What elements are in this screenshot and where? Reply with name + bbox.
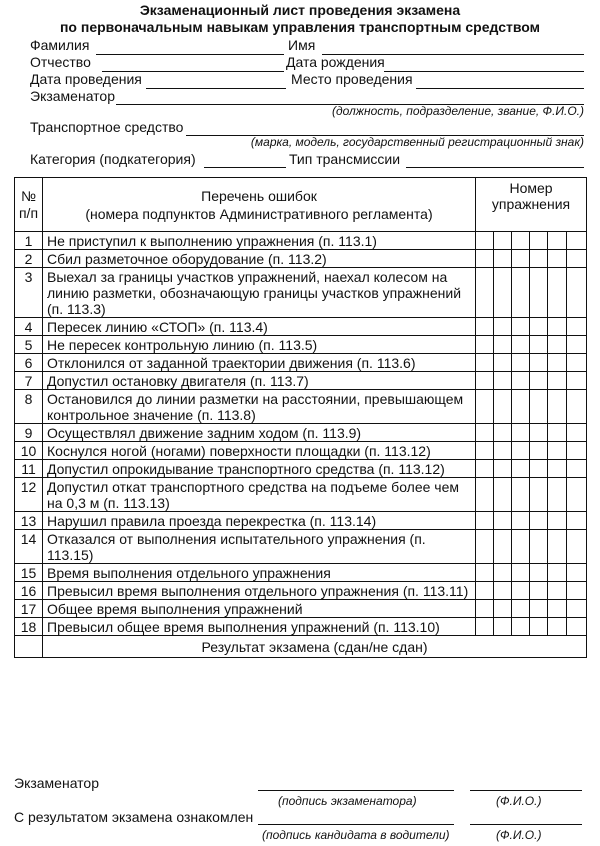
exam-place-field[interactable] (416, 88, 584, 89)
exercise-mark-cell[interactable] (476, 232, 494, 250)
row-error-text: Нарушил правила проезда перекрестка (п. 113.14) (43, 512, 476, 530)
exercise-mark-cell[interactable] (494, 582, 512, 600)
exercise-mark-cell[interactable] (512, 250, 530, 268)
row-number: 3 (15, 268, 43, 318)
footer-examiner-label: Экзаменатор (14, 775, 99, 791)
exercise-mark-cell[interactable] (512, 232, 530, 250)
exercise-mark-cell[interactable] (567, 530, 587, 564)
exercise-mark-cell[interactable] (494, 268, 512, 318)
examiner-signature-note: (подпись экзаменатора) (278, 794, 417, 808)
row-number: 6 (15, 354, 43, 372)
exercise-mark-cell[interactable] (548, 318, 567, 336)
row-error-text: Не приступил к выполнению упражнения (п. 113.1) (43, 232, 476, 250)
exam-place-label: Место проведения (291, 71, 413, 87)
exercise-mark-cell[interactable] (548, 372, 567, 390)
table-row (15, 250, 587, 268)
exercise-mark-cell[interactable] (494, 336, 512, 354)
row-error-text: Отклонился от заданной траектории движения (п. 113.6) (43, 354, 476, 372)
exam-date-field[interactable] (146, 88, 286, 89)
table-row (15, 582, 587, 600)
exercise-mark-cell[interactable] (567, 268, 587, 318)
examiner-fio-note: (Ф.И.О.) (496, 794, 542, 808)
exercise-mark-cell[interactable] (512, 618, 530, 636)
row-number: 14 (15, 530, 43, 564)
exercise-mark-cell[interactable] (548, 442, 567, 460)
examiner-fio-field[interactable] (470, 790, 582, 791)
exercise-mark-cell[interactable] (512, 390, 530, 424)
row-error-text: Допустил остановку двигателя (п. 113.7) (43, 372, 476, 390)
col-num-header: № п/п (15, 178, 43, 232)
exercise-mark-cell[interactable] (494, 618, 512, 636)
exercise-mark-cell[interactable] (476, 424, 494, 442)
exercise-mark-cell[interactable] (567, 442, 587, 460)
row-error-text: Общее время выполнения упражнений (43, 600, 476, 618)
exercise-mark-cell[interactable] (548, 390, 567, 424)
table-row (15, 460, 587, 478)
exercise-mark-cell[interactable] (530, 442, 548, 460)
exercise-mark-cell[interactable] (494, 354, 512, 372)
exercise-mark-cell[interactable] (548, 336, 567, 354)
exercise-mark-cell[interactable] (476, 530, 494, 564)
birth-date-field[interactable] (384, 71, 584, 72)
exercise-mark-cell[interactable] (494, 250, 512, 268)
exercise-mark-cell[interactable] (476, 618, 494, 636)
exercise-mark-cell[interactable] (567, 582, 587, 600)
exercise-mark-cell[interactable] (530, 618, 548, 636)
row-error-text: Выехал за границы участков упражнений, наехал колесом на линию разметки, обозначающую границы участков упражнений (п. 113.3) (43, 268, 476, 318)
exercise-mark-cell[interactable] (530, 582, 548, 600)
row-number: 18 (15, 618, 43, 636)
exercise-mark-cell[interactable] (530, 354, 548, 372)
exercise-mark-cell[interactable] (530, 268, 548, 318)
exam-result-row: Результат экзамена (сдан/не сдан) (43, 636, 587, 658)
row-number: 11 (15, 460, 43, 478)
exercise-mark-cell[interactable] (567, 424, 587, 442)
exercise-mark-cell[interactable] (476, 372, 494, 390)
exercise-mark-cell[interactable] (512, 478, 530, 512)
exercise-mark-cell[interactable] (476, 442, 494, 460)
form-title-line1: Экзаменационный лист проведения экзамена (139, 2, 461, 18)
table-row (15, 442, 587, 460)
exercise-mark-cell[interactable] (494, 530, 512, 564)
row-number: 15 (15, 564, 43, 582)
exercise-mark-cell[interactable] (567, 460, 587, 478)
exercise-mark-cell[interactable] (548, 564, 567, 582)
exercise-mark-cell[interactable] (512, 564, 530, 582)
table-row (15, 618, 587, 636)
exercise-mark-cell[interactable] (548, 600, 567, 618)
exercise-mark-cell[interactable] (530, 336, 548, 354)
exercise-mark-cell[interactable] (567, 600, 587, 618)
transmission-field[interactable] (406, 167, 584, 168)
table-row (15, 268, 587, 318)
exercise-mark-cell[interactable] (494, 564, 512, 582)
exercise-mark-cell[interactable] (548, 232, 567, 250)
exercise-mark-cell[interactable] (530, 372, 548, 390)
row-error-text: Время выполнения отдельного упражнения (43, 564, 476, 582)
exercise-mark-cell[interactable] (476, 318, 494, 336)
row-error-text: Сбил разметочное оборудование (п. 113.2) (43, 250, 476, 268)
exercise-mark-cell[interactable] (567, 390, 587, 424)
table-row (15, 530, 587, 564)
exercise-mark-cell[interactable] (548, 618, 567, 636)
exercise-mark-cell[interactable] (530, 232, 548, 250)
row-number: 4 (15, 318, 43, 336)
surname-field[interactable] (96, 54, 284, 55)
exercise-mark-cell[interactable] (512, 600, 530, 618)
row-error-text: Остановился до линии разметки на расстоянии, превышающем контрольное значение (п. 113.8) (43, 390, 476, 424)
exercise-mark-cell[interactable] (476, 268, 494, 318)
exercise-mark-cell[interactable] (548, 512, 567, 530)
exercise-mark-cell[interactable] (512, 424, 530, 442)
table-row (15, 512, 587, 530)
table-row (15, 372, 587, 390)
col-exercise-header: Номер упражнения (476, 178, 587, 232)
row-number: 17 (15, 600, 43, 618)
exercise-mark-cell[interactable] (530, 600, 548, 618)
exercise-mark-cell[interactable] (530, 460, 548, 478)
exercise-mark-cell[interactable] (567, 318, 587, 336)
exercise-mark-cell[interactable] (567, 232, 587, 250)
exercise-mark-cell[interactable] (476, 460, 494, 478)
vehicle-label: Транспортное средство (30, 119, 184, 135)
category-field[interactable] (204, 167, 286, 168)
exercise-mark-cell[interactable] (567, 372, 587, 390)
exercise-mark-cell[interactable] (530, 318, 548, 336)
exercise-mark-cell[interactable] (530, 424, 548, 442)
exercise-mark-cell[interactable] (512, 318, 530, 336)
row-number: 9 (15, 424, 43, 442)
exercise-mark-cell[interactable] (530, 512, 548, 530)
exercise-mark-cell[interactable] (476, 354, 494, 372)
exercise-mark-cell[interactable] (494, 478, 512, 512)
birth-date-label: Дата рождения (286, 54, 385, 70)
surname-label: Фамилия (30, 37, 90, 53)
exercise-mark-cell[interactable] (548, 250, 567, 268)
exercise-mark-cell[interactable] (512, 354, 530, 372)
exercise-mark-cell[interactable] (512, 582, 530, 600)
exercise-mark-cell[interactable] (476, 600, 494, 618)
table-row (15, 478, 587, 512)
exercise-mark-cell[interactable] (512, 372, 530, 390)
exercise-mark-cell[interactable] (476, 582, 494, 600)
row-error-text: Отказался от выполнения испытательного упражнения (п. 113.15) (43, 530, 476, 564)
row-error-text: Превысил общее время выполнения упражнений (п. 113.10) (43, 618, 476, 636)
candidate-signature-note: (подпись кандидата в водители) (262, 828, 450, 842)
exercise-mark-cell[interactable] (530, 390, 548, 424)
exercise-mark-cell[interactable] (494, 600, 512, 618)
exercise-mark-cell[interactable] (476, 250, 494, 268)
exercise-mark-cell[interactable] (567, 618, 587, 636)
patronymic-label: Отчество (30, 54, 91, 70)
row-error-text: Осуществлял движение задним ходом (п. 113.9) (43, 424, 476, 442)
transmission-label: Тип трансмиссии (289, 151, 401, 167)
table-row (15, 354, 587, 372)
exercise-mark-cell[interactable] (512, 530, 530, 564)
row-number: 8 (15, 390, 43, 424)
vehicle-note: (марка, модель, государственный регистрационный знак) (250, 135, 584, 149)
exercise-mark-cell[interactable] (548, 582, 567, 600)
row-error-text: Допустил откат транспортного средства на подъеме более чем на 0,3 м (п. 113.13) (43, 478, 476, 512)
examiner-note: (должность, подразделение, звание, Ф.И.О.) (331, 104, 584, 118)
exercise-mark-cell[interactable] (494, 442, 512, 460)
table-row (15, 600, 587, 618)
exercise-mark-cell[interactable] (476, 564, 494, 582)
row-number: 7 (15, 372, 43, 390)
col-errors-header: Перечень ошибок (номера подпунктов Административного регламента) (43, 178, 476, 232)
row-number: 5 (15, 336, 43, 354)
exercise-mark-cell[interactable] (494, 372, 512, 390)
table-row (15, 424, 587, 442)
exercise-mark-cell[interactable] (476, 390, 494, 424)
row-error-text: Допустил опрокидывание транспортного средства (п. 113.12) (43, 460, 476, 478)
exercise-mark-cell[interactable] (512, 442, 530, 460)
row-error-text: Коснулся ногой (ногами) поверхности площадки (п. 113.12) (43, 442, 476, 460)
table-row (15, 336, 587, 354)
row-error-text: Не пересек контрольную линию (п. 113.5) (43, 336, 476, 354)
exercise-mark-cell[interactable] (567, 354, 587, 372)
table-row (15, 232, 587, 250)
acquainted-label: С результатом экзамена ознакомлен (14, 809, 254, 825)
exercise-mark-cell[interactable] (548, 424, 567, 442)
exercise-mark-cell[interactable] (512, 512, 530, 530)
exercise-mark-cell[interactable] (530, 478, 548, 512)
category-label: Категория (подкатегория) (30, 151, 196, 167)
row-number: 10 (15, 442, 43, 460)
exercise-mark-cell[interactable] (494, 232, 512, 250)
exercise-mark-cell[interactable] (530, 250, 548, 268)
candidate-fio-field[interactable] (470, 824, 582, 825)
row-number: 13 (15, 512, 43, 530)
name-label: Имя (288, 37, 316, 53)
exercise-mark-cell[interactable] (567, 512, 587, 530)
exercise-mark-cell[interactable] (567, 478, 587, 512)
table-row (15, 390, 587, 424)
candidate-fio-note: (Ф.И.О.) (496, 828, 542, 842)
form-title-line2: по первоначальным навыкам управления транспортным средством (59, 19, 541, 35)
exercise-mark-cell[interactable] (548, 478, 567, 512)
exercise-mark-cell[interactable] (567, 336, 587, 354)
exercise-mark-cell[interactable] (567, 250, 587, 268)
row-number: 16 (15, 582, 43, 600)
table-row (15, 564, 587, 582)
exercise-mark-cell[interactable] (530, 564, 548, 582)
exercise-mark-cell[interactable] (512, 336, 530, 354)
exercise-mark-cell[interactable] (494, 460, 512, 478)
row-number: 2 (15, 250, 43, 268)
exercise-mark-cell[interactable] (494, 318, 512, 336)
exercise-mark-cell[interactable] (494, 512, 512, 530)
exercise-mark-cell[interactable] (548, 460, 567, 478)
exercise-mark-cell[interactable] (512, 268, 530, 318)
exercise-mark-cell[interactable] (476, 478, 494, 512)
row-number: 12 (15, 478, 43, 512)
exercise-mark-cell[interactable] (530, 530, 548, 564)
row-number: 1 (15, 232, 43, 250)
exercise-mark-cell[interactable] (548, 530, 567, 564)
errors-table (14, 177, 587, 658)
exam-date-label: Дата проведения (30, 71, 142, 87)
exercise-mark-cell[interactable] (494, 424, 512, 442)
row-error-text: Пересек линию «СТОП» (п. 113.4) (43, 318, 476, 336)
exercise-mark-cell[interactable] (512, 460, 530, 478)
exercise-mark-cell[interactable] (567, 564, 587, 582)
examiner-signature-field[interactable] (258, 790, 454, 791)
examiner-label: Экзаменатор (30, 88, 115, 104)
exercise-mark-cell[interactable] (494, 390, 512, 424)
exercise-mark-cell[interactable] (548, 268, 567, 318)
row-error-text: Превысил время выполнения отдельного упражнения (п. 113.11) (43, 582, 476, 600)
candidate-signature-field[interactable] (258, 824, 454, 825)
exercise-mark-cell[interactable] (548, 354, 567, 372)
exercise-mark-cell[interactable] (476, 512, 494, 530)
table-row (15, 318, 587, 336)
exercise-mark-cell[interactable] (476, 336, 494, 354)
